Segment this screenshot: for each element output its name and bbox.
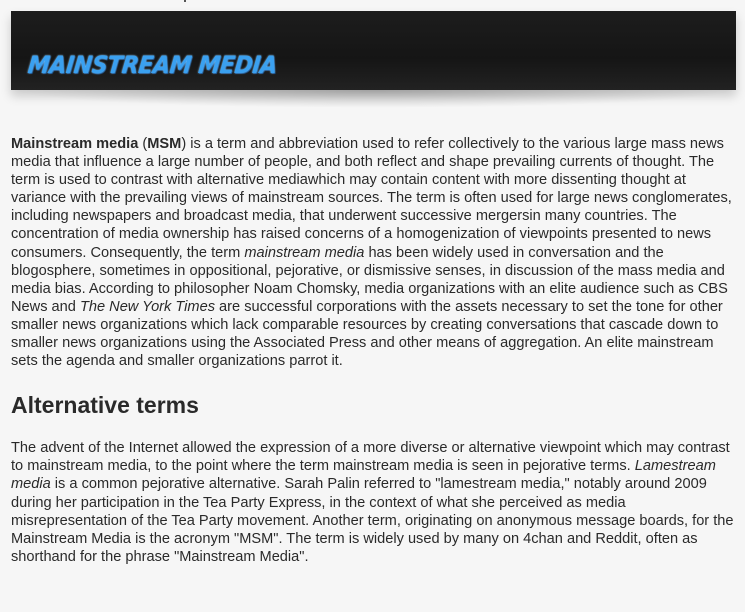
text-span: ) is a term and abbreviation used to refer collectively to the various large mass news media that influence a large number of people, and both reflect and shape prevailing currents of thought. The term is used to contrast with alternative mediawhich may contain content with more dissenting thought at variance with the prevailing views of mainstream sources. The term is often used for large news conglomerates, including newspapers and broadcast media, that underwent successive mergersin many countries. The concentration of media ownership has raised concerns of a homogenization of viewpoints presented to news consumers. Consequently, the term bbox=[11, 136, 732, 261]
intro-paragraph bbox=[11, 135, 735, 370]
text-span: is a common pejorative alternative. Sarah Palin referred to "lamestream media," notably around 2009 during her participation in the Tea Party Express, in the context of what she perceived as media misrepresentation of the Tea Party movement. Another term, originating on anonymous message boards, for the Mainstream Media is the acronym "MSM". The term is widely used by many on 4chan and Reddit, often as shorthand for the phrase "Mainstream Media". bbox=[11, 476, 734, 565]
page-title: MAINSTREAM MEDIA bbox=[26, 51, 279, 79]
text-span: are successful corporations with the assets necessary to set the tone for other smaller news organizations which lack comparable resources by creating conversations that cascade down to smaller news organizations using the Associated Press and other means of aggregation. An elite mainstream sets the agenda and smaller organizations parrot it. bbox=[11, 298, 723, 370]
section-paragraph bbox=[11, 439, 735, 566]
term-bold: Mainstream media bbox=[11, 136, 139, 152]
section-heading: Alternative terms bbox=[11, 392, 199, 419]
text-span: has been widely used in conversation and the blogosphere, sometimes in oppositional, pejorative, or dismissive senses, in discussion of the mass media and media bias. According to philosopher Noam Chomsky, media organizations with an elite audience such as CBS News and bbox=[11, 244, 728, 315]
abbr-bold: MSM bbox=[147, 136, 182, 152]
lamestream-italic: Lamestream media bbox=[11, 458, 716, 493]
text-span: ( bbox=[138, 136, 148, 152]
nyt-italic: The New York Times bbox=[79, 298, 215, 315]
top-dot bbox=[184, 0, 186, 2]
article-body bbox=[11, 135, 735, 566]
banner-shadow bbox=[11, 90, 736, 108]
header-banner bbox=[11, 11, 736, 90]
text-span: The advent of the Internet allowed the expression of a more diverse or alternative viewpoint which may contrast to mainstream media, to the point where the term mainstream media is seen in pejorative terms. bbox=[11, 440, 730, 475]
term-italic: mainstream media bbox=[244, 244, 365, 261]
